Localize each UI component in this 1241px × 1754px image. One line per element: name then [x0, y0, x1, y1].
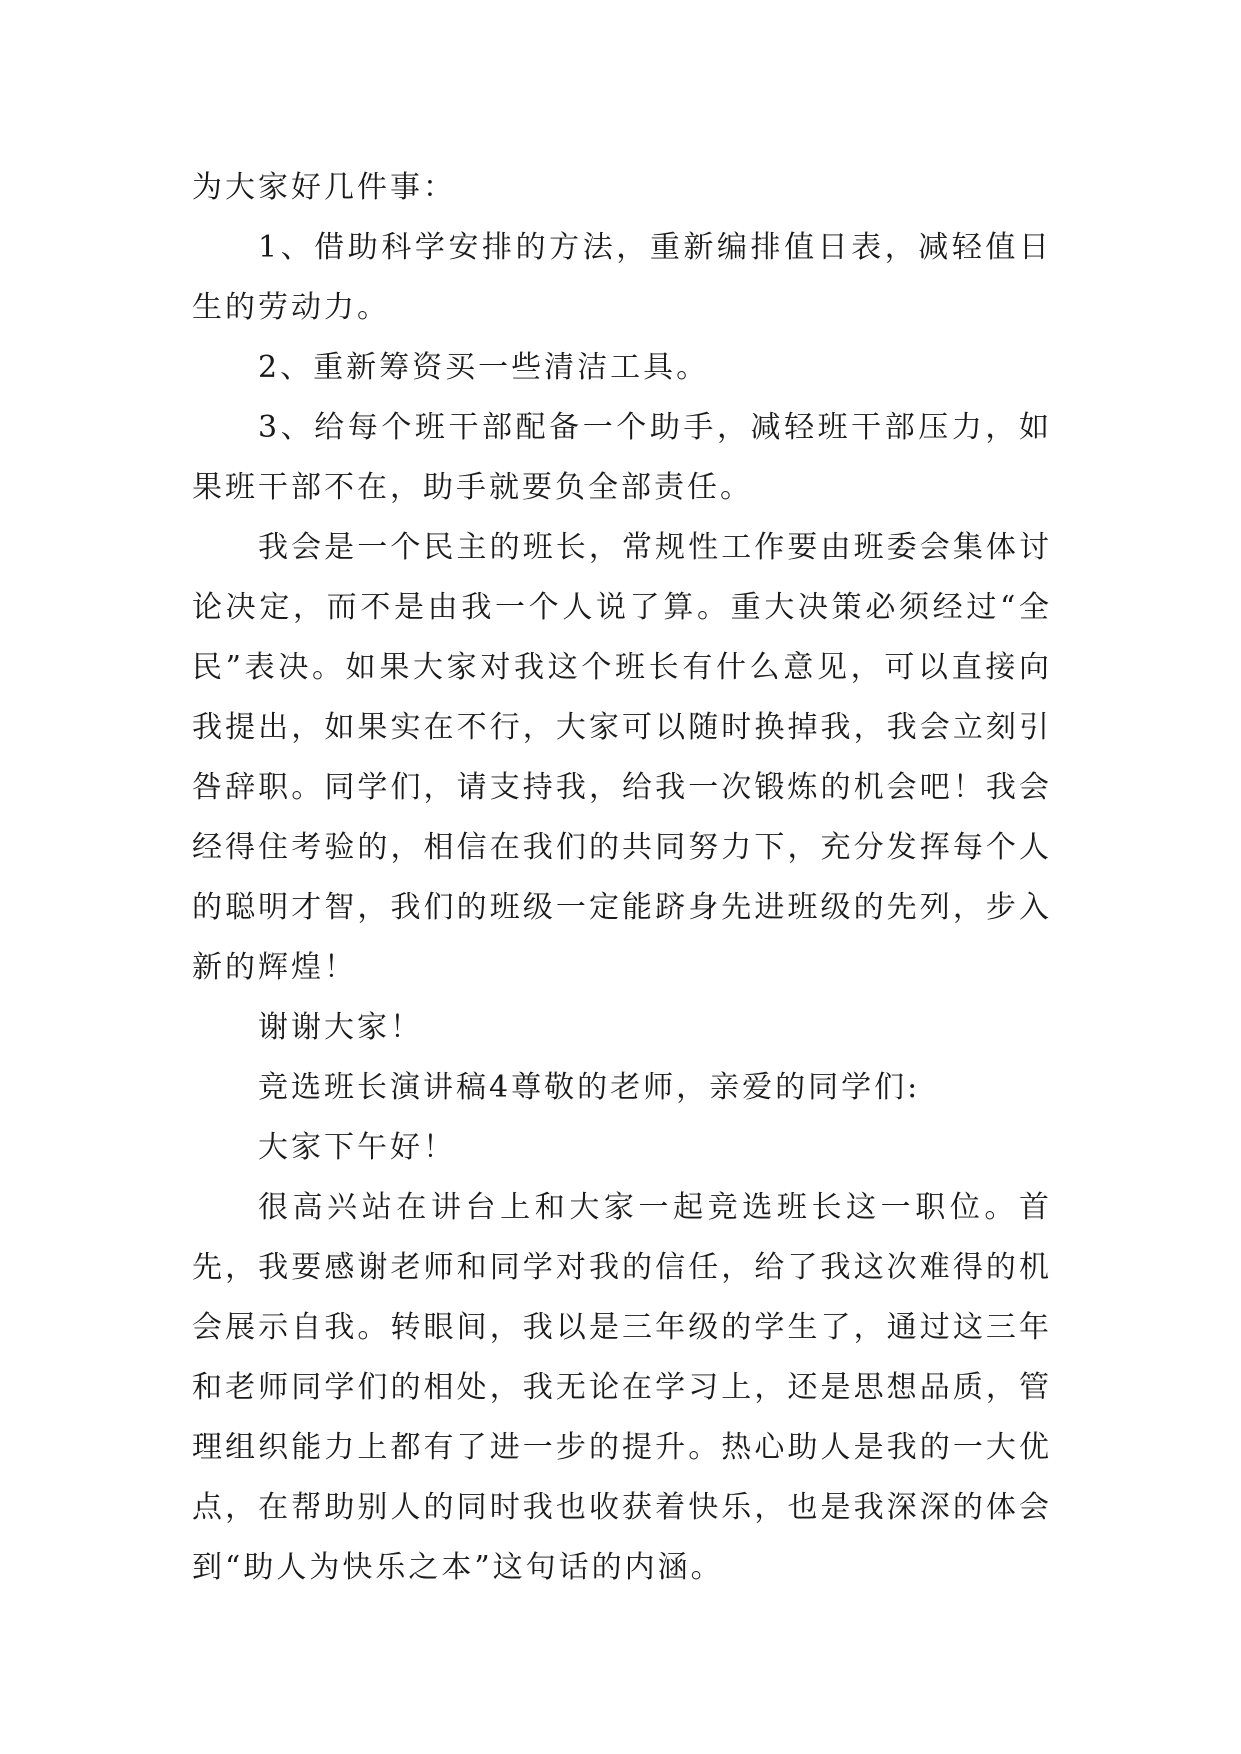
paragraph-democratic-monitor: 我会是一个民主的班长，常规性工作要由班委会集体讨论决定，而不是由我一个人说了算。重大决策必须经过“全民”表决。如果大家对我这个班长有什么意见，可以直接向我提出，如果实在不行，大家可以随时换掉我，我会立刻引咎辞职。同学们，请支持我，给我一次锻炼的机会吧！我会经得住考验的，相信在我们的共同努力下，充分发挥每个人的聪明才智，我们的班级一定能跻身先进班级的先列，步入新的辉煌！ — [192, 530, 1052, 985]
paragraph-intro: 为大家好几件事： — [192, 170, 456, 205]
paragraph-greeting: 大家下午好！ — [258, 1130, 456, 1165]
paragraph-thanks: 谢谢大家！ — [258, 1010, 423, 1045]
paragraph-item-1: 1、借助科学安排的方法，重新编排值日表，减轻值日生的劳动力。 — [192, 230, 1052, 325]
paragraph-speech-body: 很高兴站在讲台上和大家一起竞选班长这一职位。首先，我要感谢老师和同学对我的信任，给了我这次难得的机会展示自我。转眼间，我以是三年级的学生了，通过这三年和老师同学们的相处，我无论在学习上，还是思想品质，管理组织能力上都有了进一步的提升。热心助人是我的一大优点，在帮助别人的同时我也收获着快乐，也是我深深的体会到“助人为快乐之本”这句话的内涵。 — [192, 1190, 1052, 1585]
document-body — [192, 158, 1052, 1598]
paragraph-item-2: 2、重新筹资买一些清洁工具。 — [258, 350, 710, 385]
paragraph-item-3: 3、给每个班干部配备一个助手，减轻班干部压力，如果班干部不在，助手就要负全部责任。 — [192, 410, 1052, 505]
paragraph-speech-4-title: 竞选班长演讲稿4尊敬的老师，亲爱的同学们: — [258, 1070, 921, 1105]
